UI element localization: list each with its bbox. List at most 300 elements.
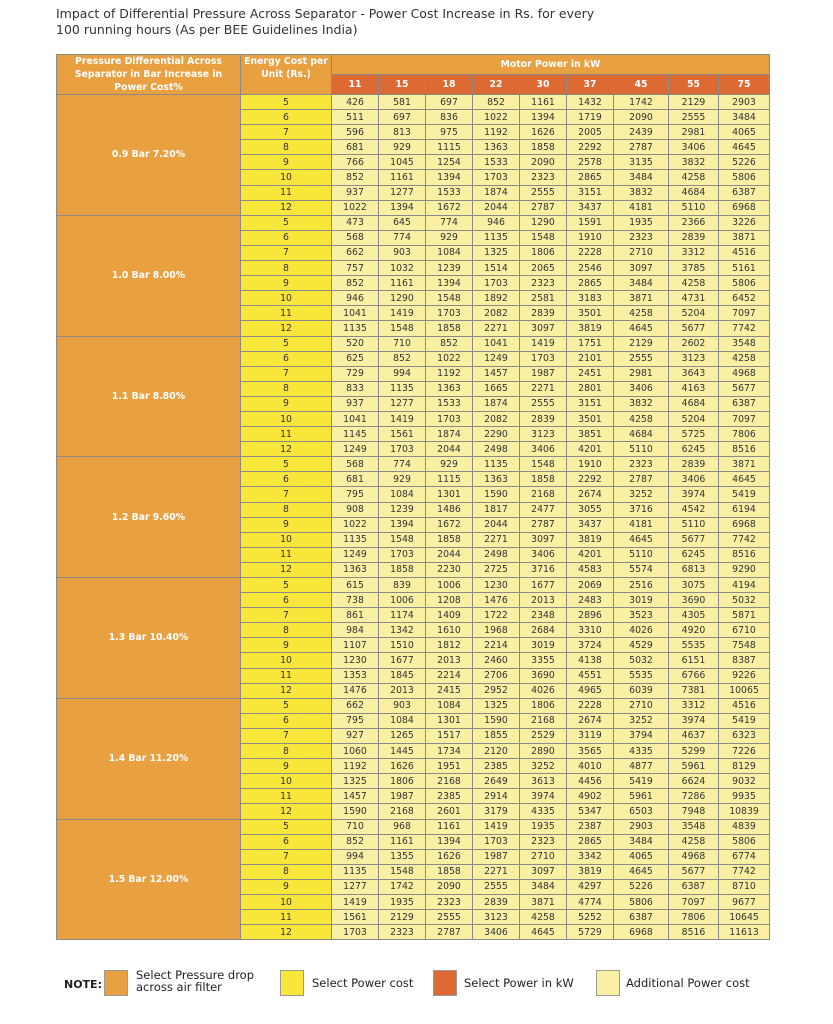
power-cost-cell: 3716 bbox=[520, 562, 567, 577]
power-cost-cell: 1610 bbox=[426, 623, 473, 638]
table-row bbox=[57, 95, 770, 110]
power-cost-cell: 2674 bbox=[567, 713, 614, 728]
energy-cost-cell: 5 bbox=[241, 457, 332, 472]
power-cost-cell: 1476 bbox=[473, 593, 520, 608]
power-cost-cell: 2710 bbox=[614, 698, 669, 713]
power-cost-cell: 7286 bbox=[669, 789, 719, 804]
power-cost-cell: 4645 bbox=[614, 532, 669, 547]
legend-label-additional: Additional Power cost bbox=[626, 976, 750, 990]
energy-cost-cell: 12 bbox=[241, 804, 332, 819]
table-row bbox=[57, 457, 770, 472]
power-cost-cell: 3183 bbox=[567, 291, 614, 306]
power-cost-cell: 795 bbox=[332, 487, 379, 502]
power-cost-cell: 2460 bbox=[473, 653, 520, 668]
power-cost-cell: 3794 bbox=[614, 728, 669, 743]
power-cost-cell: 929 bbox=[379, 472, 426, 487]
power-cost-cell: 5204 bbox=[669, 411, 719, 426]
power-cost-cell: 1548 bbox=[426, 291, 473, 306]
power-cost-cell: 3871 bbox=[520, 894, 567, 909]
power-cost-cell: 1290 bbox=[520, 215, 567, 230]
power-cost-cell: 1672 bbox=[426, 517, 473, 532]
power-cost-cell: 4297 bbox=[567, 879, 614, 894]
power-cost-cell: 8516 bbox=[719, 442, 770, 457]
power-cost-cell: 1254 bbox=[426, 155, 473, 170]
power-cost-cell: 6323 bbox=[719, 728, 770, 743]
power-cost-cell: 3501 bbox=[567, 411, 614, 426]
power-cost-cell: 4968 bbox=[669, 849, 719, 864]
power-cost-cell: 994 bbox=[379, 366, 426, 381]
power-cost-cell: 1457 bbox=[473, 366, 520, 381]
power-cost-cell: 2865 bbox=[567, 276, 614, 291]
power-cost-cell: 5419 bbox=[614, 774, 669, 789]
power-cost-cell: 757 bbox=[332, 261, 379, 276]
power-cost-cell: 2578 bbox=[567, 155, 614, 170]
power-cost-cell: 6387 bbox=[719, 396, 770, 411]
power-cost-cell: 1432 bbox=[567, 95, 614, 110]
power-cost-cell: 511 bbox=[332, 110, 379, 125]
power-cost-cell: 1987 bbox=[379, 789, 426, 804]
power-cost-cell: 766 bbox=[332, 155, 379, 170]
power-cost-cell: 681 bbox=[332, 472, 379, 487]
power-cost-cell: 3974 bbox=[669, 487, 719, 502]
power-cost-cell: 2082 bbox=[473, 411, 520, 426]
power-cost-cell: 2674 bbox=[567, 487, 614, 502]
power-cost-cell: 1135 bbox=[332, 321, 379, 336]
energy-cost-cell: 5 bbox=[241, 95, 332, 110]
power-cost-cell: 1806 bbox=[520, 698, 567, 713]
power-cost-cell: 1249 bbox=[332, 547, 379, 562]
power-cost-cell: 6387 bbox=[719, 185, 770, 200]
power-cost-cell: 9290 bbox=[719, 562, 770, 577]
power-cost-cell: 1806 bbox=[520, 245, 567, 260]
power-cost-cell: 4258 bbox=[719, 351, 770, 366]
power-cost-cell: 2292 bbox=[567, 140, 614, 155]
power-cost-cell: 2044 bbox=[426, 547, 473, 562]
power-cost-cell: 852 bbox=[379, 351, 426, 366]
energy-cost-cell: 11 bbox=[241, 668, 332, 683]
power-cost-cell: 2555 bbox=[426, 910, 473, 925]
power-cost-cell: 903 bbox=[379, 245, 426, 260]
power-cost-cell: 3819 bbox=[567, 864, 614, 879]
power-cost-cell: 1626 bbox=[520, 125, 567, 140]
power-cost-cell: 4065 bbox=[719, 125, 770, 140]
power-cost-cell: 2787 bbox=[520, 517, 567, 532]
power-cost-cell: 1910 bbox=[567, 457, 614, 472]
power-cost-cell: 946 bbox=[332, 291, 379, 306]
power-cost-cell: 5252 bbox=[567, 910, 614, 925]
power-cost-cell: 5226 bbox=[614, 879, 669, 894]
energy-cost-cell: 7 bbox=[241, 487, 332, 502]
energy-cost-cell: 11 bbox=[241, 910, 332, 925]
energy-cost-cell: 9 bbox=[241, 517, 332, 532]
power-cost-cell: 681 bbox=[332, 140, 379, 155]
power-cost-cell: 1135 bbox=[473, 457, 520, 472]
power-cost-cell: 2129 bbox=[379, 910, 426, 925]
power-cost-cell: 4194 bbox=[719, 578, 770, 593]
power-cost-cell: 2323 bbox=[379, 925, 426, 940]
power-cost-cell: 7742 bbox=[719, 864, 770, 879]
power-cost-cell: 1325 bbox=[473, 698, 520, 713]
energy-cost-cell: 8 bbox=[241, 502, 332, 517]
power-cost-cell: 3974 bbox=[669, 713, 719, 728]
power-cost-cell: 4138 bbox=[567, 653, 614, 668]
power-cost-cell: 1006 bbox=[379, 593, 426, 608]
power-cost-cell: 1419 bbox=[379, 306, 426, 321]
power-cost-cell: 2839 bbox=[520, 411, 567, 426]
power-cost-cell: 2271 bbox=[473, 532, 520, 547]
power-cost-cell: 1703 bbox=[332, 925, 379, 940]
power-cost-cell: 3226 bbox=[719, 215, 770, 230]
power-cost-cell: 5110 bbox=[669, 200, 719, 215]
power-cost-cell: 3097 bbox=[614, 261, 669, 276]
power-cost-cell: 697 bbox=[379, 110, 426, 125]
energy-cost-cell: 11 bbox=[241, 789, 332, 804]
power-cost-cell: 4645 bbox=[719, 140, 770, 155]
power-cost-cell: 1486 bbox=[426, 502, 473, 517]
power-cost-cell: 3819 bbox=[567, 532, 614, 547]
energy-cost-cell: 12 bbox=[241, 321, 332, 336]
power-cost-cell: 2952 bbox=[473, 683, 520, 698]
power-cost-cell: 1935 bbox=[379, 894, 426, 909]
power-cost-cell: 3643 bbox=[669, 366, 719, 381]
power-cost-cell: 1060 bbox=[332, 744, 379, 759]
power-cost-cell: 2498 bbox=[473, 442, 520, 457]
power-cost-cell: 4305 bbox=[669, 608, 719, 623]
power-cost-cell: 4645 bbox=[614, 864, 669, 879]
power-cost-cell: 4201 bbox=[567, 547, 614, 562]
power-cost-cell: 1249 bbox=[332, 442, 379, 457]
power-cost-cell: 3252 bbox=[614, 487, 669, 502]
power-cost-cell: 8387 bbox=[719, 653, 770, 668]
energy-cost-cell: 6 bbox=[241, 834, 332, 849]
power-cost-cell: 1858 bbox=[520, 472, 567, 487]
power-cost-cell: 3406 bbox=[520, 547, 567, 562]
power-cost-cell: 596 bbox=[332, 125, 379, 140]
power-cost-cell: 3312 bbox=[669, 245, 719, 260]
power-cost-cell: 2323 bbox=[520, 276, 567, 291]
power-cost-cell: 927 bbox=[332, 728, 379, 743]
power-cost-cell: 4335 bbox=[520, 804, 567, 819]
energy-cost-cell: 8 bbox=[241, 744, 332, 759]
energy-cost-cell: 9 bbox=[241, 879, 332, 894]
power-cost-cell: 1325 bbox=[473, 245, 520, 260]
power-cost-cell: 1041 bbox=[332, 411, 379, 426]
power-cost-cell: 625 bbox=[332, 351, 379, 366]
power-cost-cell: 3179 bbox=[473, 804, 520, 819]
power-cost-cell: 4684 bbox=[669, 396, 719, 411]
power-cost-cell: 1394 bbox=[426, 170, 473, 185]
power-cost-cell: 729 bbox=[332, 366, 379, 381]
power-cost-cell: 1022 bbox=[332, 200, 379, 215]
power-cost-cell: 2896 bbox=[567, 608, 614, 623]
energy-cost-cell: 8 bbox=[241, 864, 332, 879]
power-cost-cell: 2498 bbox=[473, 547, 520, 562]
power-cost-cell: 581 bbox=[379, 95, 426, 110]
power-cost-cell: 3312 bbox=[669, 698, 719, 713]
power-cost-cell: 1409 bbox=[426, 608, 473, 623]
power-cost-cell: 1751 bbox=[567, 336, 614, 351]
power-cost-cell: 2214 bbox=[473, 638, 520, 653]
energy-cost-cell: 7 bbox=[241, 608, 332, 623]
power-cost-cell: 6503 bbox=[614, 804, 669, 819]
power-cost-cell: 1084 bbox=[379, 487, 426, 502]
power-cost-cell: 7226 bbox=[719, 744, 770, 759]
power-cost-cell: 1858 bbox=[426, 532, 473, 547]
power-cost-cell: 1419 bbox=[520, 336, 567, 351]
power-cost-cell: 1817 bbox=[473, 502, 520, 517]
power-cost-cell: 2168 bbox=[520, 487, 567, 502]
table-row bbox=[57, 215, 770, 230]
power-cost-cell: 5725 bbox=[669, 427, 719, 442]
power-cost-cell: 1987 bbox=[520, 366, 567, 381]
power-cost-cell: 1363 bbox=[332, 562, 379, 577]
power-cost-cell: 813 bbox=[379, 125, 426, 140]
power-cost-cell: 6452 bbox=[719, 291, 770, 306]
power-cost-cell: 1533 bbox=[426, 185, 473, 200]
power-cost-cell: 2013 bbox=[379, 683, 426, 698]
power-cost-cell: 3851 bbox=[567, 427, 614, 442]
power-cost-cell: 3716 bbox=[614, 502, 669, 517]
power-cost-cell: 1935 bbox=[614, 215, 669, 230]
power-cost-cell: 1935 bbox=[520, 819, 567, 834]
power-cost-cell: 4258 bbox=[614, 306, 669, 321]
power-cost-cell: 1951 bbox=[426, 759, 473, 774]
power-cost-cell: 1301 bbox=[426, 487, 473, 502]
power-cost-cell: 3484 bbox=[614, 834, 669, 849]
power-cost-cell: 1626 bbox=[379, 759, 426, 774]
power-cost-cell: 5032 bbox=[719, 593, 770, 608]
power-cost-cell: 7806 bbox=[719, 427, 770, 442]
energy-cost-cell: 6 bbox=[241, 230, 332, 245]
power-cost-cell: 2168 bbox=[520, 713, 567, 728]
power-cost-cell: 1277 bbox=[379, 185, 426, 200]
power-cost-cell: 2865 bbox=[567, 170, 614, 185]
energy-cost-cell: 8 bbox=[241, 623, 332, 638]
power-cost-cell: 929 bbox=[426, 457, 473, 472]
legend-label-power-cost: Select Power cost bbox=[312, 976, 414, 990]
power-cost-cell: 1548 bbox=[520, 457, 567, 472]
power-cost-cell: 984 bbox=[332, 623, 379, 638]
power-cost-cell: 10839 bbox=[719, 804, 770, 819]
power-cost-cell: 7097 bbox=[719, 306, 770, 321]
power-cost-cell: 1022 bbox=[426, 351, 473, 366]
power-cost-cell: 1161 bbox=[379, 170, 426, 185]
power-cost-cell: 5961 bbox=[614, 789, 669, 804]
power-cost-cell: 4529 bbox=[614, 638, 669, 653]
power-cost-cell: 9935 bbox=[719, 789, 770, 804]
power-cost-cell: 2710 bbox=[614, 245, 669, 260]
power-cost-cell: 11613 bbox=[719, 925, 770, 940]
power-cost-cell: 1561 bbox=[332, 910, 379, 925]
motor-power-kw-header: 11 bbox=[332, 75, 379, 95]
power-cost-cell: 1265 bbox=[379, 728, 426, 743]
power-cost-cell: 7742 bbox=[719, 321, 770, 336]
power-cost-cell: 2581 bbox=[520, 291, 567, 306]
power-cost-cell: 937 bbox=[332, 185, 379, 200]
power-cost-cell: 2013 bbox=[520, 593, 567, 608]
power-cost-cell: 738 bbox=[332, 593, 379, 608]
power-cost-cell: 1135 bbox=[332, 864, 379, 879]
power-cost-cell: 1394 bbox=[379, 200, 426, 215]
power-cost-cell: 5204 bbox=[669, 306, 719, 321]
power-cost-cell: 3097 bbox=[520, 864, 567, 879]
power-cost-cell: 3310 bbox=[567, 623, 614, 638]
power-cost-cell: 1032 bbox=[379, 261, 426, 276]
power-cost-cell: 2787 bbox=[614, 472, 669, 487]
power-cost-cell: 4542 bbox=[669, 502, 719, 517]
power-cost-cell: 2385 bbox=[473, 759, 520, 774]
power-cost-cell: 903 bbox=[379, 698, 426, 713]
power-cost-cell: 852 bbox=[332, 276, 379, 291]
power-cost-cell: 1161 bbox=[426, 819, 473, 834]
power-cost-cell: 2168 bbox=[426, 774, 473, 789]
power-cost-cell: 774 bbox=[379, 230, 426, 245]
power-cost-cell: 2981 bbox=[669, 125, 719, 140]
power-cost-cell: 4839 bbox=[719, 819, 770, 834]
energy-cost-cell: 11 bbox=[241, 427, 332, 442]
energy-cost-cell: 11 bbox=[241, 547, 332, 562]
pressure-group-label: 1.5 Bar 12.00% bbox=[57, 819, 241, 940]
power-cost-cell: 4731 bbox=[669, 291, 719, 306]
power-cost-cell: 2706 bbox=[473, 668, 520, 683]
power-cost-cell: 2129 bbox=[614, 336, 669, 351]
energy-cost-cell: 8 bbox=[241, 261, 332, 276]
power-cost-cell: 1135 bbox=[473, 230, 520, 245]
energy-cost-cell: 12 bbox=[241, 925, 332, 940]
power-cost-cell: 3123 bbox=[669, 351, 719, 366]
power-cost-cell: 1858 bbox=[520, 140, 567, 155]
table-row bbox=[57, 336, 770, 351]
energy-cost-cell: 12 bbox=[241, 200, 332, 215]
power-cost-cell: 2323 bbox=[520, 170, 567, 185]
power-cost-cell: 2044 bbox=[473, 517, 520, 532]
power-cost-cell: 1135 bbox=[332, 532, 379, 547]
power-cost-cell: 1677 bbox=[520, 578, 567, 593]
power-cost-cell: 1533 bbox=[426, 396, 473, 411]
power-cost-cell: 3484 bbox=[614, 170, 669, 185]
power-cost-cell: 2483 bbox=[567, 593, 614, 608]
power-cost-cell: 2348 bbox=[520, 608, 567, 623]
power-cost-cell: 6710 bbox=[719, 623, 770, 638]
power-cost-cell: 2555 bbox=[669, 110, 719, 125]
energy-cost-cell: 10 bbox=[241, 774, 332, 789]
power-cost-cell: 833 bbox=[332, 381, 379, 396]
power-cost-cell: 2323 bbox=[614, 230, 669, 245]
power-cost-cell: 5226 bbox=[719, 155, 770, 170]
power-cost-cell: 568 bbox=[332, 230, 379, 245]
power-cost-cell: 10065 bbox=[719, 683, 770, 698]
power-cost-cell: 852 bbox=[332, 170, 379, 185]
motor-power-kw-header: 75 bbox=[719, 75, 770, 95]
power-cost-cell: 3484 bbox=[719, 110, 770, 125]
page-title: Impact of Differential Pressure Across Separator - Power Cost Increase in Rs. for every 100 running hours (As per BEE Guidelines India) bbox=[56, 6, 595, 37]
power-cost-cell: 568 bbox=[332, 457, 379, 472]
power-cost-cell: 1591 bbox=[567, 215, 614, 230]
power-cost-cell: 839 bbox=[379, 578, 426, 593]
power-cost-cell: 7742 bbox=[719, 532, 770, 547]
power-cost-cell: 9677 bbox=[719, 894, 770, 909]
pressure-group-label: 1.2 Bar 9.60% bbox=[57, 457, 241, 578]
power-cost-cell: 473 bbox=[332, 215, 379, 230]
power-cost-cell: 710 bbox=[379, 336, 426, 351]
power-cost-cell: 7948 bbox=[669, 804, 719, 819]
table-row bbox=[57, 819, 770, 834]
power-cost-cell: 3548 bbox=[669, 819, 719, 834]
power-cost-cell: 2839 bbox=[669, 457, 719, 472]
power-cost-cell: 3406 bbox=[669, 140, 719, 155]
power-cost-cell: 1084 bbox=[426, 245, 473, 260]
power-cost-cell: 3871 bbox=[614, 291, 669, 306]
power-cost-cell: 1353 bbox=[332, 668, 379, 683]
power-cost-cell: 5806 bbox=[719, 170, 770, 185]
power-cost-cell: 2065 bbox=[520, 261, 567, 276]
energy-cost-cell: 5 bbox=[241, 578, 332, 593]
power-cost-cell: 1394 bbox=[426, 834, 473, 849]
power-cost-cell: 2129 bbox=[669, 95, 719, 110]
power-cost-cell: 5032 bbox=[614, 653, 669, 668]
energy-cost-cell: 10 bbox=[241, 532, 332, 547]
energy-cost-cell: 6 bbox=[241, 472, 332, 487]
power-cost-cell: 5806 bbox=[614, 894, 669, 909]
power-cost-cell: 2839 bbox=[473, 894, 520, 909]
energy-cost-cell: 6 bbox=[241, 110, 332, 125]
power-cost-cell: 6624 bbox=[669, 774, 719, 789]
power-cost-cell: 5806 bbox=[719, 276, 770, 291]
power-cost-cell: 5806 bbox=[719, 834, 770, 849]
power-cost-cell: 5961 bbox=[669, 759, 719, 774]
power-cost-cell: 1703 bbox=[426, 306, 473, 321]
power-cost-cell: 2214 bbox=[426, 668, 473, 683]
energy-cost-cell: 6 bbox=[241, 351, 332, 366]
power-cost-cell: 4258 bbox=[669, 276, 719, 291]
power-cost-cell: 4774 bbox=[567, 894, 614, 909]
power-cost-cell: 3151 bbox=[567, 396, 614, 411]
power-cost-cell: 1192 bbox=[426, 366, 473, 381]
power-cost-cell: 3406 bbox=[614, 381, 669, 396]
power-cost-cell: 2602 bbox=[669, 336, 719, 351]
motor-power-kw-header: 37 bbox=[567, 75, 614, 95]
power-cost-cell: 4258 bbox=[614, 411, 669, 426]
power-cost-cell: 7097 bbox=[669, 894, 719, 909]
power-cost-cell: 2801 bbox=[567, 381, 614, 396]
energy-cost-cell: 9 bbox=[241, 155, 332, 170]
power-cost-cell: 975 bbox=[426, 125, 473, 140]
power-cost-cell: 1590 bbox=[332, 804, 379, 819]
power-cost-cell: 5535 bbox=[669, 638, 719, 653]
power-cost-cell: 3342 bbox=[567, 849, 614, 864]
power-cost-cell: 774 bbox=[379, 457, 426, 472]
power-cost-cell: 1230 bbox=[473, 578, 520, 593]
power-cost-cell: 1115 bbox=[426, 140, 473, 155]
energy-cost-cell: 8 bbox=[241, 140, 332, 155]
power-cost-cell: 426 bbox=[332, 95, 379, 110]
power-cost-cell: 2082 bbox=[473, 306, 520, 321]
power-cost-cell: 4026 bbox=[520, 683, 567, 698]
power-cost-cell: 1548 bbox=[520, 230, 567, 245]
power-cost-cell: 4026 bbox=[614, 623, 669, 638]
power-cost-cell: 861 bbox=[332, 608, 379, 623]
power-cost-cell: 3785 bbox=[669, 261, 719, 276]
power-cost-cell: 2271 bbox=[520, 381, 567, 396]
power-cost-cell: 4583 bbox=[567, 562, 614, 577]
power-cost-cell: 2323 bbox=[520, 834, 567, 849]
power-cost-cell: 1084 bbox=[379, 713, 426, 728]
power-cost-cell: 1812 bbox=[426, 638, 473, 653]
power-cost-cell: 852 bbox=[473, 95, 520, 110]
power-cost-cell: 1045 bbox=[379, 155, 426, 170]
energy-cost-cell: 7 bbox=[241, 245, 332, 260]
legend bbox=[56, 969, 769, 1001]
